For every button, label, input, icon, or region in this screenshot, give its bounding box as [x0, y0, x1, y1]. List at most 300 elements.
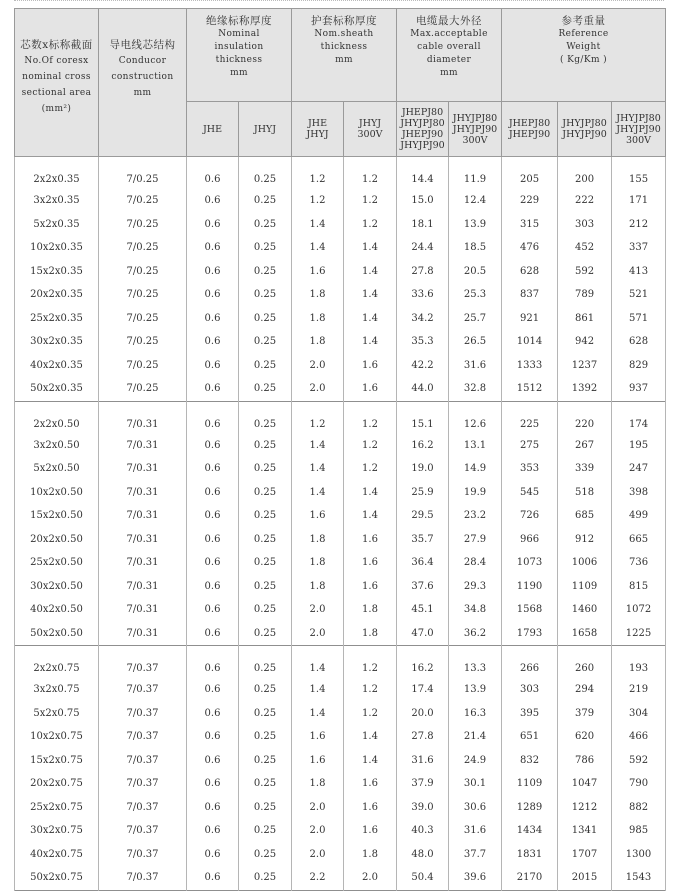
header-diameter-en1: Max.acceptable: [410, 29, 488, 39]
table-cell: 14.9: [449, 457, 502, 481]
table-cell: 1.2: [344, 678, 397, 702]
table-cell: 1190: [502, 575, 558, 599]
subheader-text: JHYJPJ80: [562, 118, 607, 129]
table-cell: 1.2: [292, 157, 344, 190]
table-cell: 0.6: [187, 504, 239, 528]
table-cell: 1.8: [292, 330, 344, 354]
table-cell: 34.2: [397, 307, 449, 331]
table-cell: 628: [612, 330, 666, 354]
table-cell: 1.4: [344, 749, 397, 773]
header-weight-en1: Reference: [558, 29, 609, 39]
table-cell: 1.4: [344, 307, 397, 331]
table-cell: 48.0: [397, 843, 449, 867]
table-cell: 0.6: [187, 819, 239, 843]
table-row: [15, 551, 666, 575]
table-cell: 413: [612, 260, 666, 284]
table-cell: 1.8: [292, 551, 344, 575]
table-cell: 0.25: [239, 377, 292, 401]
table-cell: 1289: [502, 796, 558, 820]
table-cell: 15x2x0.35: [15, 260, 99, 284]
table-header: [15, 9, 666, 157]
table-cell: 7/0.37: [99, 772, 187, 796]
table-cell: 10x2x0.50: [15, 481, 99, 505]
table-cell: 1.4: [344, 725, 397, 749]
table-cell: 275: [502, 434, 558, 458]
table-cell: 1512: [502, 377, 558, 401]
table-cell: 33.6: [397, 283, 449, 307]
subheader-text: JHYJ: [253, 123, 277, 135]
table-cell: 36.2: [449, 622, 502, 646]
table-cell: 7/0.25: [99, 354, 187, 378]
table-cell: 27.8: [397, 260, 449, 284]
subheader-text: JHYJPJ80: [616, 112, 661, 124]
table-cell: 7/0.25: [99, 377, 187, 401]
table-cell: 1.2: [292, 401, 344, 434]
table-cell: 7/0.25: [99, 307, 187, 331]
table-row: [15, 401, 666, 434]
table-cell: 47.0: [397, 622, 449, 646]
table-cell: 1.6: [344, 819, 397, 843]
table-cell: 1.2: [344, 157, 397, 190]
table-cell: 1.6: [344, 528, 397, 552]
header-weight: [502, 9, 666, 102]
header-conductor-en3: mm: [133, 88, 152, 98]
table-cell: 476: [502, 236, 558, 260]
table-cell: 1.8: [292, 283, 344, 307]
header-conductor-cn: 导电线芯结构: [109, 39, 176, 51]
table-row: [15, 796, 666, 820]
table-cell: 0.6: [187, 401, 239, 434]
table-cell: 1072: [612, 598, 666, 622]
table-cell: 0.25: [239, 260, 292, 284]
table-cell: 174: [612, 401, 666, 434]
table-cell: 1.2: [344, 434, 397, 458]
table-cell: 266: [502, 646, 558, 679]
table-cell: 1.8: [292, 528, 344, 552]
table-cell: 0.6: [187, 236, 239, 260]
table-row: [15, 330, 666, 354]
table-cell: 339: [558, 457, 612, 481]
table-cell: 37.9: [397, 772, 449, 796]
table-row: [15, 189, 666, 213]
header-insulation-en2: insulation: [214, 42, 264, 52]
table-cell: 44.0: [397, 377, 449, 401]
table-cell: 5x2x0.35: [15, 213, 99, 237]
table-cell: 7/0.25: [99, 283, 187, 307]
table-cell: 628: [502, 260, 558, 284]
table-cell: 37.7: [449, 843, 502, 867]
table-cell: 1568: [502, 598, 558, 622]
table-cell: 620: [558, 725, 612, 749]
table-cell: 0.6: [187, 377, 239, 401]
table-cell: 267: [558, 434, 612, 458]
table-cell: 942: [558, 330, 612, 354]
table-row: [15, 749, 666, 773]
table-cell: 1.4: [344, 481, 397, 505]
table-cell: 2.0: [292, 819, 344, 843]
subheader-text: JHYJPJ90: [452, 123, 498, 135]
table-cell: 499: [612, 504, 666, 528]
table-cell: 815: [612, 575, 666, 599]
table-cell: 2170: [502, 866, 558, 890]
table-cell: 294: [558, 678, 612, 702]
table-cell: 155: [612, 157, 666, 190]
table-cell: 220: [558, 401, 612, 434]
table-cell: 2.2: [292, 866, 344, 890]
table-cell: 651: [502, 725, 558, 749]
table-row: [15, 236, 666, 260]
table-cell: 17.4: [397, 678, 449, 702]
table-cell: 2.0: [344, 866, 397, 890]
table-cell: 0.6: [187, 796, 239, 820]
table-cell: 25x2x0.75: [15, 796, 99, 820]
cable-spec-table: [14, 8, 666, 891]
table-row: [15, 213, 666, 237]
subheader-text: JHE: [307, 118, 328, 129]
header-sheath-cn: 护套标称厚度: [311, 15, 377, 27]
table-cell: 0.6: [187, 646, 239, 679]
table-cell: 0.25: [239, 598, 292, 622]
table-cell: 171: [612, 189, 666, 213]
subheader-weight-1: [502, 102, 558, 157]
table-cell: 303: [502, 678, 558, 702]
table-cell: 1.4: [292, 213, 344, 237]
table-cell: 7/0.37: [99, 866, 187, 890]
table-cell: 24.9: [449, 749, 502, 773]
header-insulation-en3: thickness: [215, 55, 263, 65]
table-cell: 1.8: [344, 622, 397, 646]
table-cell: 0.25: [239, 157, 292, 190]
table-cell: 260: [558, 646, 612, 679]
header-conductor: [99, 9, 187, 157]
table-cell: 0.6: [187, 749, 239, 773]
table-body: [15, 157, 666, 891]
subheader-text: JHEPJ80: [508, 118, 551, 129]
table-cell: 2x2x0.50: [15, 401, 99, 434]
table-cell: 0.6: [187, 213, 239, 237]
table-cell: 7/0.25: [99, 213, 187, 237]
table-cell: 2.0: [292, 796, 344, 820]
subheader-text: 300V: [462, 134, 488, 146]
table-cell: 25x2x0.35: [15, 307, 99, 331]
table-cell: 18.1: [397, 213, 449, 237]
table-cell: 1.4: [292, 481, 344, 505]
subheader-text: JHYJ: [358, 118, 382, 129]
table-cell: 0.6: [187, 260, 239, 284]
table-cell: 985: [612, 819, 666, 843]
table-cell: 304: [612, 702, 666, 726]
table-cell: 0.25: [239, 401, 292, 434]
table-cell: 0.25: [239, 772, 292, 796]
table-cell: 27.9: [449, 528, 502, 552]
table-cell: 1.8: [344, 843, 397, 867]
table-cell: 15x2x0.75: [15, 749, 99, 773]
subheader-weight-3: [612, 102, 666, 157]
table-cell: 1341: [558, 819, 612, 843]
header-diameter-en2: cable overall: [417, 42, 481, 52]
table-row: [15, 504, 666, 528]
table-cell: 0.25: [239, 189, 292, 213]
table-cell: 13.9: [449, 213, 502, 237]
subheader-text: JHYJPJ80: [400, 118, 445, 129]
table-row: [15, 819, 666, 843]
table-cell: 1434: [502, 819, 558, 843]
table-cell: 0.6: [187, 457, 239, 481]
table-cell: 837: [502, 283, 558, 307]
table-cell: 1109: [558, 575, 612, 599]
table-cell: 1.8: [344, 598, 397, 622]
table-cell: 193: [612, 646, 666, 679]
table-cell: 1.4: [292, 236, 344, 260]
table-row: [15, 307, 666, 331]
header-cores-area-en3: sectional area: [21, 88, 92, 98]
table-cell: 200: [558, 157, 612, 190]
table-cell: 0.25: [239, 354, 292, 378]
header-diameter-en3: diameter: [426, 55, 472, 65]
table-cell: 247: [612, 457, 666, 481]
table-cell: 20x2x0.50: [15, 528, 99, 552]
table-cell: 0.6: [187, 189, 239, 213]
table-cell: 19.9: [449, 481, 502, 505]
table-cell: 0.25: [239, 796, 292, 820]
table-cell: 40x2x0.50: [15, 598, 99, 622]
table-cell: 50.4: [397, 866, 449, 890]
table-cell: 1.4: [292, 678, 344, 702]
subheader-text: 300V: [626, 134, 652, 146]
subheader-text: JHEPJ80: [401, 107, 444, 118]
table-cell: 0.6: [187, 307, 239, 331]
table-cell: 1.2: [344, 189, 397, 213]
table-cell: 0.6: [187, 283, 239, 307]
table-cell: 25.9: [397, 481, 449, 505]
table-cell: 1.2: [344, 213, 397, 237]
table-cell: 13.9: [449, 678, 502, 702]
table-cell: 35.7: [397, 528, 449, 552]
table-row: [15, 575, 666, 599]
table-row: [15, 725, 666, 749]
table-cell: 7/0.37: [99, 725, 187, 749]
table-cell: 1225: [612, 622, 666, 646]
table-cell: 25.3: [449, 283, 502, 307]
table-cell: 1.4: [292, 434, 344, 458]
table-cell: 25x2x0.50: [15, 551, 99, 575]
table-cell: 195: [612, 434, 666, 458]
table-cell: 0.25: [239, 725, 292, 749]
table-cell: 40x2x0.35: [15, 354, 99, 378]
table-cell: 1658: [558, 622, 612, 646]
table-cell: 31.6: [449, 819, 502, 843]
table-cell: 0.25: [239, 481, 292, 505]
table-cell: 30x2x0.35: [15, 330, 99, 354]
subheader-sheath-jhe-jhyj: [292, 102, 344, 157]
subheader-sheath-jhyj-300v: [344, 102, 397, 157]
table-cell: 205: [502, 157, 558, 190]
table-cell: 30.1: [449, 772, 502, 796]
table-cell: 11.9: [449, 157, 502, 190]
table-cell: 1212: [558, 796, 612, 820]
table-cell: 3x2x0.75: [15, 678, 99, 702]
table-cell: 1.2: [344, 702, 397, 726]
table-cell: 29.5: [397, 504, 449, 528]
table-cell: 1.6: [292, 260, 344, 284]
table-cell: 7/0.37: [99, 749, 187, 773]
header-sheath: [292, 9, 397, 102]
table-cell: 685: [558, 504, 612, 528]
table-cell: 7/0.37: [99, 646, 187, 679]
table-cell: 303: [558, 213, 612, 237]
table-cell: 31.6: [449, 354, 502, 378]
table-cell: 0.6: [187, 622, 239, 646]
table-cell: 7/0.31: [99, 481, 187, 505]
table-row: [15, 481, 666, 505]
table-cell: 3x2x0.35: [15, 189, 99, 213]
table-cell: 1.6: [344, 377, 397, 401]
table-cell: 20x2x0.35: [15, 283, 99, 307]
table-cell: 229: [502, 189, 558, 213]
table-cell: 1.8: [292, 575, 344, 599]
table-cell: 30.6: [449, 796, 502, 820]
header-sheath-en1: Nom.sheath: [314, 29, 374, 39]
subheader-text: JHYJPJ90: [616, 123, 661, 135]
table-cell: 1.2: [292, 189, 344, 213]
table-cell: 1831: [502, 843, 558, 867]
table-cell: 2015: [558, 866, 612, 890]
table-cell: 1.6: [344, 354, 397, 378]
table-cell: 665: [612, 528, 666, 552]
table-cell: 7/0.31: [99, 457, 187, 481]
table-cell: 7/0.31: [99, 551, 187, 575]
table-cell: 7/0.25: [99, 189, 187, 213]
table-cell: 0.25: [239, 678, 292, 702]
subheader-text: JHYJ: [306, 129, 329, 140]
table-cell: 832: [502, 749, 558, 773]
table-cell: 1.6: [344, 575, 397, 599]
table-cell: 829: [612, 354, 666, 378]
table-cell: 34.8: [449, 598, 502, 622]
table-cell: 1.2: [344, 457, 397, 481]
table-cell: 0.6: [187, 678, 239, 702]
table-cell: 0.6: [187, 598, 239, 622]
table-cell: 1.4: [344, 236, 397, 260]
table-row: [15, 866, 666, 890]
table-cell: 35.3: [397, 330, 449, 354]
table-row: [15, 528, 666, 552]
table-cell: 16.3: [449, 702, 502, 726]
table-cell: 0.6: [187, 575, 239, 599]
table-row: [15, 377, 666, 401]
subheader-diameter-2: [449, 102, 502, 157]
table-row: [15, 260, 666, 284]
table-cell: 0.6: [187, 843, 239, 867]
table-cell: 0.6: [187, 551, 239, 575]
table-cell: 7/0.31: [99, 401, 187, 434]
table-cell: 2x2x0.75: [15, 646, 99, 679]
table-cell: 19.0: [397, 457, 449, 481]
table-row: [15, 457, 666, 481]
table-cell: 26.5: [449, 330, 502, 354]
table-cell: 0.25: [239, 575, 292, 599]
table-cell: 966: [502, 528, 558, 552]
table-cell: 0.25: [239, 749, 292, 773]
table-cell: 30x2x0.50: [15, 575, 99, 599]
table-cell: 0.6: [187, 702, 239, 726]
table-cell: 14.4: [397, 157, 449, 190]
header-weight-en2: Weight: [566, 42, 601, 52]
table-cell: 2.0: [292, 377, 344, 401]
table-cell: 1543: [612, 866, 666, 890]
table-cell: 1.4: [344, 283, 397, 307]
table-cell: 1109: [502, 772, 558, 796]
table-cell: 789: [558, 283, 612, 307]
table-cell: 0.25: [239, 528, 292, 552]
table-cell: 0.6: [187, 528, 239, 552]
table-cell: 50x2x0.50: [15, 622, 99, 646]
header-sheath-en3: mm: [335, 55, 353, 65]
table-cell: 24.4: [397, 236, 449, 260]
table-row: [15, 354, 666, 378]
header-weight-cn: 参考重量: [561, 15, 606, 27]
table-cell: 592: [612, 749, 666, 773]
table-cell: 1006: [558, 551, 612, 575]
table-cell: 0.6: [187, 481, 239, 505]
header-insulation-en1: Nominal: [218, 29, 260, 39]
header-weight-en3: ( Kg/Km ): [559, 55, 608, 65]
table-cell: 1047: [558, 772, 612, 796]
subheader-text: 300V: [357, 129, 383, 140]
table-cell: 921: [502, 307, 558, 331]
table-cell: 1707: [558, 843, 612, 867]
table-cell: 1.6: [344, 772, 397, 796]
table-cell: 1392: [558, 377, 612, 401]
table-cell: 1.4: [292, 702, 344, 726]
table-cell: 7/0.25: [99, 260, 187, 284]
table-cell: 16.2: [397, 646, 449, 679]
table-cell: 0.25: [239, 702, 292, 726]
table-cell: 726: [502, 504, 558, 528]
subheader-weight-2: [558, 102, 612, 157]
table-cell: 1.4: [344, 260, 397, 284]
table-cell: 353: [502, 457, 558, 481]
table-cell: 395: [502, 702, 558, 726]
table-cell: 882: [612, 796, 666, 820]
table-cell: 2.0: [292, 622, 344, 646]
table-cell: 398: [612, 481, 666, 505]
table-row: [15, 283, 666, 307]
table-cell: 466: [612, 725, 666, 749]
subheader-text: JHEPJ90: [401, 129, 444, 140]
table-cell: 2.0: [292, 843, 344, 867]
table-cell: 222: [558, 189, 612, 213]
table-cell: 7/0.31: [99, 434, 187, 458]
table-cell: 0.6: [187, 434, 239, 458]
table-cell: 0.25: [239, 236, 292, 260]
table-cell: 20.5: [449, 260, 502, 284]
table-cell: 40x2x0.75: [15, 843, 99, 867]
table-cell: 0.25: [239, 457, 292, 481]
table-cell: 1.2: [344, 646, 397, 679]
table-cell: 937: [612, 377, 666, 401]
table-cell: 0.25: [239, 434, 292, 458]
table-cell: 36.4: [397, 551, 449, 575]
header-cores-area-en1: No.Of coresx: [24, 56, 89, 66]
table-cell: 1.6: [292, 504, 344, 528]
table-cell: 7/0.25: [99, 236, 187, 260]
table-cell: 1.8: [292, 772, 344, 796]
table-cell: 0.6: [187, 157, 239, 190]
table-cell: 0.25: [239, 843, 292, 867]
table-cell: 571: [612, 307, 666, 331]
table-cell: 7/0.37: [99, 796, 187, 820]
